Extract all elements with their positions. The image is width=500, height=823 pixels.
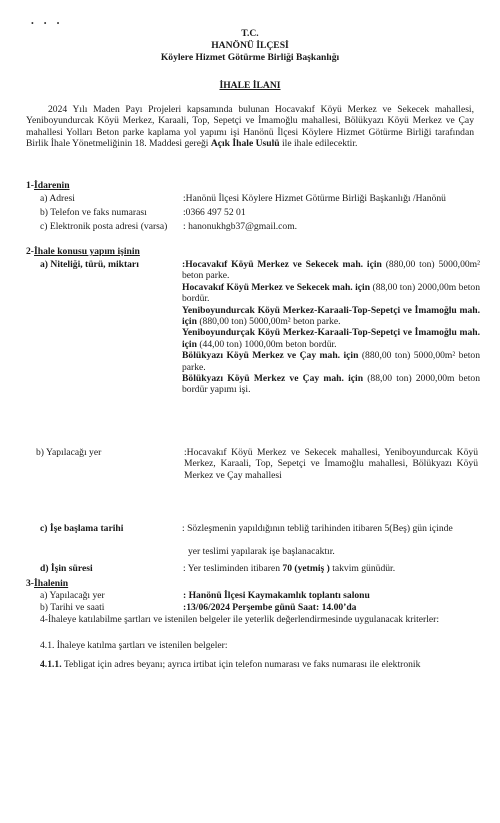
s2-item: Bölükyazı Köyü Merkez ve Çay mah. için (88,00 ton) 2000,00m beton bordür yapımı işi. xyxy=(182,373,481,396)
s2-d-label: d) İşin süresi xyxy=(40,563,93,574)
s2-b-label: b) Yapılacağı yer xyxy=(36,447,102,458)
s1-c-label: c) Elektronik posta adresi (varsa) xyxy=(40,221,168,232)
intro-tail: ile ihale edilecektir. xyxy=(279,138,358,150)
s1-a-label: a) Adresi xyxy=(40,193,75,204)
s2-a-label: a) Niteliği, türü, miktarı xyxy=(40,259,139,270)
s2-c-label: c) İşe başlama tarihi xyxy=(40,523,124,534)
intro-text: 2024 Yılı Maden Payı Projeleri kapsamında bulunan Hocavakıf Köyü Merkez ve Sekecek mahallesi, Yeniboyundurcak Köyü Merkez, Karaali, Top, Sepetçi ve İmamoğlu mahallesi, Bölükyazı Köyü Merkez ve Çay mahallesi Yolları Beton parke kaplama yol yapımı işi Hanönü İlçesi Köylere Hizmet Götürme Birliği tarafından Birlik İhale Yönetmeliğinin 18. Maddesi gereği xyxy=(26,104,474,150)
s1-b-value: :0366 497 52 01 xyxy=(183,207,246,218)
s2-item: Yeniboyundurçak Köyü Merkez-Karaali-Top-Sepetçi ve İmamoğlu mah. için (44,00 ton) 1000,00m beton bordür. xyxy=(182,327,480,350)
s1-b-label: b) Telefon ve faks numarası xyxy=(40,207,147,218)
header-union: Köylere Hizmet Götürme Birliği Başkanlığı xyxy=(160,52,340,63)
section1-heading: 1-İdarenin xyxy=(26,180,70,191)
section4-heading: 4-İhaleye katılabilme şartları ve istenilen belgeler ile yeterlik değerlendirmesinde uygulanacak kriterler: xyxy=(40,614,440,625)
s2-c-value: : Sözleşmenin yapıldığının tebliğ tarihinden itibaren 5(Beş) gün içinde xyxy=(182,523,453,534)
scan-marks: • • • xyxy=(31,19,64,28)
s4-sub1: 4.1. İhaleye katılma şartları ve istenilen belgeler: xyxy=(40,640,228,651)
s2-item: :Hocavakıf Köyü Merkez ve Sekecek mah. için (880,00 ton) 5000,00m² beton parke. xyxy=(182,259,481,282)
s2-item: Hocavakıf Köyü Merkez ve Sekecek mah. için (88,00 ton) 2000,00m beton bordür. xyxy=(182,281,480,305)
s2-b-value: :Hocavakıf Köyü Merkez ve Sekecek mahallesi, Yeniboyundurcak Köyü Merkez, Karaali, Top, Sepetçi ve İmamoğlu mahallesi, Bölükyazı Köyü Merkez ve Çay mahallesi xyxy=(184,447,478,481)
intro-method: Açık İhale Usulü xyxy=(210,138,280,150)
s2-item: Yeniboyundurcak Köyü Merkez-Karaali-Top-Sepetçi ve İmamoğlu mah. için (880,00 ton) 5000,00m² beton parke. xyxy=(182,304,480,328)
s1-a-value: :Hanönü İlçesi Köylere Hizmet Götürme Birliği Başkanlığı /Hanönü xyxy=(183,193,446,204)
s3-b-value: :13/06/2024 Perşembe günü Saat: 14.00’da xyxy=(183,602,357,613)
s2-item: Bölükyazı Köyü Merkez ve Çay mah. için (880,00 ton) 5000,00m² beton parke. xyxy=(182,350,480,373)
intro-paragraph xyxy=(26,104,474,150)
section3-heading: 3-İhalenin xyxy=(26,578,69,589)
s3-b-label: b) Tarihi ve saati xyxy=(40,602,105,613)
s1-c-value: : hanonukhgb37@gmail.com. xyxy=(183,221,298,232)
s4-sub11: 4.1.1. Tebligat için adres beyanı; ayrıca irtibat için telefon numarası ve faks numarası ile elektronik xyxy=(40,659,421,670)
s3-a-value: : Hanönü İlçesi Kaymakamlık toplantı salonu xyxy=(183,590,370,601)
s3-a-label: a) Yapılacağı yer xyxy=(40,590,105,601)
header-district: HANÖNÜ İLÇESİ xyxy=(211,40,289,51)
s2-d-value: : Yer tesliminden itibaren 70 (yetmiş ) takvim günüdür. xyxy=(183,563,396,574)
page-title: İHALE İLANI xyxy=(219,80,281,91)
section2-heading: 2-İhale konusu yapım işinin xyxy=(26,246,140,257)
s2-items xyxy=(182,259,480,396)
s2-c-value2: yer teslimi yapılarak işe başlanacaktır. xyxy=(188,546,335,557)
header-tc: T.C. xyxy=(241,28,259,39)
